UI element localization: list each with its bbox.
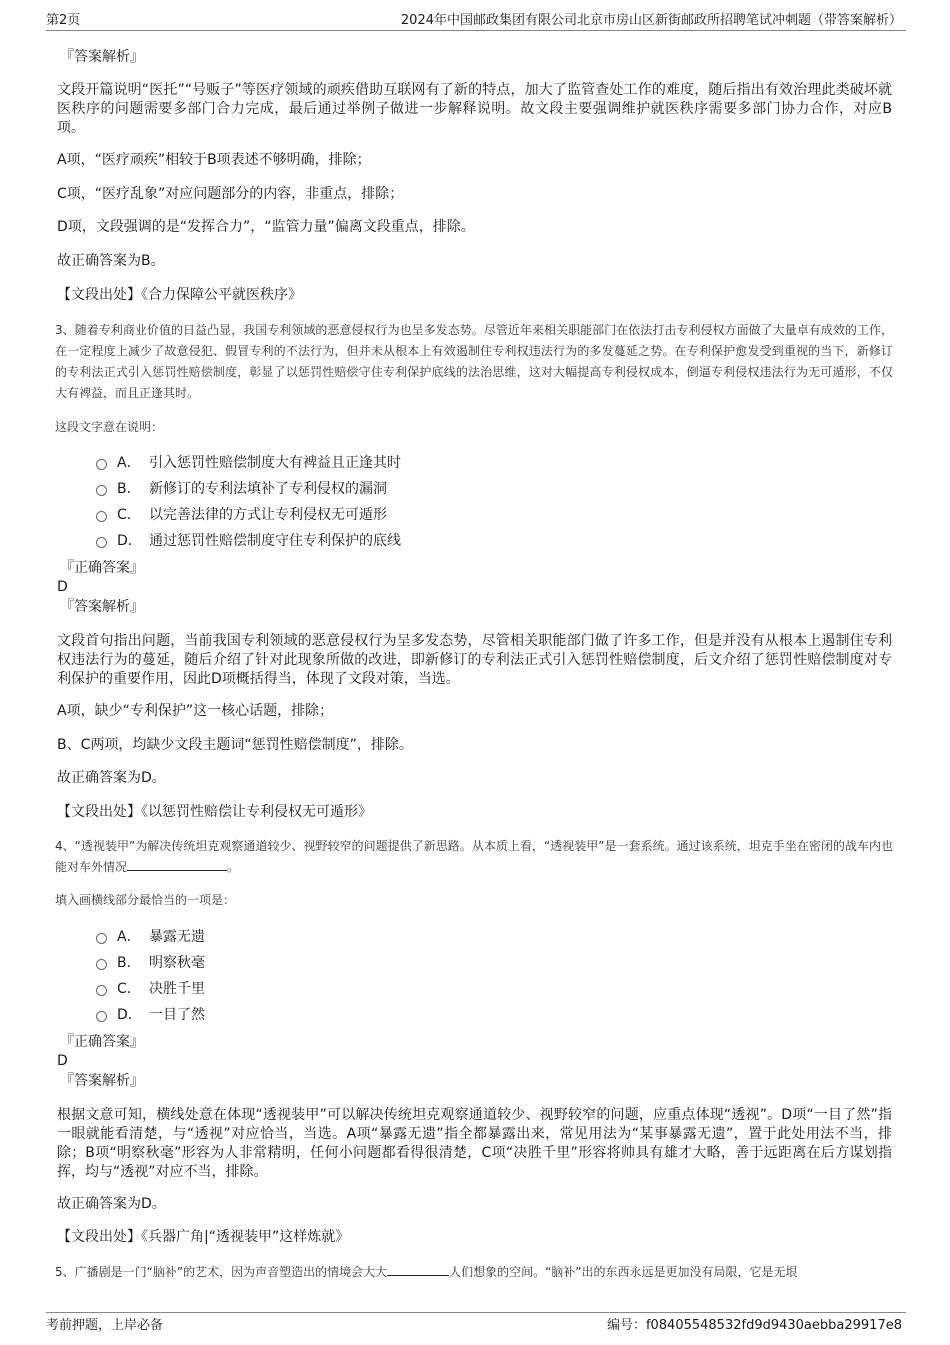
- q3-option-d[interactable]: D． 通过惩罚性赔偿制度守住专利保护的底线: [96, 532, 401, 550]
- radio-icon[interactable]: [96, 959, 107, 970]
- q3-analysis-bc: B、C两项，均缺少文段主题词“惩罚性赔偿制度”，排除。: [57, 737, 413, 753]
- q2-analysis-d: D项，文段强调的是“发挥合力”，“监管力量”偏离文段重点，排除。: [57, 219, 475, 235]
- q3-option-c[interactable]: C． 以完善法律的方式让专利侵权无可遁形: [96, 506, 387, 524]
- radio-icon[interactable]: [96, 537, 107, 548]
- q3-conclusion: 故正确答案为D。: [57, 770, 166, 786]
- q2-analysis-c: C项，“医疗乱象”对应问题部分的内容，非重点，排除；: [57, 186, 404, 202]
- q4-option-d[interactable]: D． 一目了然: [96, 1006, 205, 1024]
- document-id: 编号：f08405548532fd9d9430aebba29917e8: [606, 1318, 902, 1333]
- q3-option-a[interactable]: A． 引入惩罚性赔偿制度大有裨益且正逢其时: [96, 454, 401, 472]
- q3-answer: D: [57, 579, 68, 595]
- q2-source: 【文段出处】《合力保障公平就医秩序》: [57, 287, 302, 303]
- q4-option-c[interactable]: C． 决胜千里: [96, 980, 205, 998]
- q5-stem: 5、广播剧是一门“脑补”的艺术，因为声音塑造出的情境会大大 人们想象的空间。“脑补”出的东西永远是更加没有局限，它是无垠: [55, 1265, 798, 1279]
- radio-icon[interactable]: [96, 933, 107, 944]
- q4-analysis-label: 『答案解析』: [60, 1073, 144, 1089]
- q3-analysis-a: A项，缺少“专利保护”这一核心话题，排除；: [57, 703, 334, 719]
- radio-icon[interactable]: [96, 459, 107, 470]
- q3-analysis-label: 『答案解析』: [60, 599, 144, 615]
- page-footer: [46, 1312, 906, 1335]
- q4-stem: 4、“透视装甲”为解决传统坦克观察通道较少、视野较窄的问题提供了新思路。从本质上看，“透视装甲”是一套系统。通过该系统，坦克手坐在密闭的战车内也能对车外情况 。: [55, 839, 893, 874]
- q4-prompt: 填入画横线部分最恰当的一项是：: [55, 893, 236, 907]
- q3-answer-label: 『正确答案』: [60, 560, 144, 576]
- footer-slogan: 考前押题，上岸必备: [46, 1318, 164, 1333]
- q3-stem: 3、随着专利商业价值的日益凸显，我国专利领域的恶意侵权行为也呈多发态势。尽管近年来相关职能部门在依法打击专利侵权方面做了大量卓有成效的工作，在一定程度上减少了故意侵犯、假冒专利的不法行为，但并未从根本上有效遏制住专利权违法行为的多发蔓延之势。在专利保护愈发受到重视的当下，新修订的专利法正式引入惩罚性赔偿制度，彰显了以惩罚性赔偿守住专利保护底线的法治思维，这对大幅提高专利侵权成本，倒逼专利侵权违法行为无可遁形，不仅大有裨益，而且正逢其时。: [55, 323, 893, 400]
- radio-icon[interactable]: [96, 985, 107, 996]
- q2-conclusion: 故正确答案为B。: [57, 253, 165, 269]
- page-header: [46, 8, 906, 31]
- q3-prompt: 这段文字意在说明：: [55, 420, 164, 434]
- q2-analysis-label: 『答案解析』: [60, 49, 144, 65]
- q3-option-b[interactable]: B． 新修订的专利法填补了专利侵权的漏洞: [96, 480, 387, 498]
- q4-analysis-text: 根据文意可知，横线处意在体现“透视装甲”可以解决传统坦克观察通道较少、视野较窄的问题，应重点体现“透视”。D项“一目了然”指一眼就能看清楚，与“透视”对应恰当，当选。A项“暴露无遗”指全都暴露出来，常见用法为“某事暴露无遗”，置于此处用法不当，排除；B项“明察秋毫”形容为人非常精明，任何小问题都看得很清楚，C项“决胜千里”形容将帅具有雄才大略，善于远距离在后方谋划指挥，均与“透视”对应不当，排除。: [57, 1107, 892, 1180]
- radio-icon[interactable]: [96, 511, 107, 522]
- q2-analysis-text: 文段开篇说明“医托”“号贩子”等医疗领域的顽疾借助互联网有了新的特点，加大了监管查处工作的难度，随后指出有效治理此类破坏就医秩序的问题需要多部门合力完成，最后通过举例子做进一步解释说明。故文段主要强调维护就医秩序需要多部门协力合作，对应B项。: [57, 82, 892, 136]
- q4-option-a[interactable]: A． 暴露无遗: [96, 928, 205, 946]
- document-title: 2024年中国邮政集团有限公司北京市房山区新街邮政所招聘笔试冲刺题（带答案解析）: [400, 13, 902, 28]
- q2-analysis-a: A项，“医疗顽疾”相较于B项表述不够明确，排除；: [57, 152, 371, 168]
- q4-source: 【文段出处】《兵器广角|“透视装甲”这样炼就》: [57, 1229, 350, 1245]
- q4-option-b[interactable]: B． 明察秋毫: [96, 954, 205, 972]
- radio-icon[interactable]: [96, 485, 107, 496]
- page-number: 第2页: [46, 13, 81, 28]
- q4-fill-blank: [127, 858, 227, 871]
- q3-source: 【文段出处】《以惩罚性赔偿让专利侵权无可遁形》: [57, 804, 372, 820]
- q5-fill-blank: [387, 1263, 449, 1276]
- q4-conclusion: 故正确答案为D。: [57, 1196, 166, 1212]
- q4-answer: D: [57, 1053, 68, 1069]
- radio-icon[interactable]: [96, 1011, 107, 1022]
- q3-analysis-text: 文段首句指出问题，当前我国专利领域的恶意侵权行为呈多发态势，尽管相关职能部门做了许多工作，但是并没有从根本上遏制住专利权违法行为的蔓延，随后介绍了针对此现象所做的改进，即新修订的专利法正式引入惩罚性赔偿制度，后文介绍了惩罚性赔偿制度对专利保护的重要作用，因此D项概括得当，体现了文段对策，当选。: [57, 633, 892, 687]
- q4-answer-label: 『正确答案』: [60, 1034, 144, 1050]
